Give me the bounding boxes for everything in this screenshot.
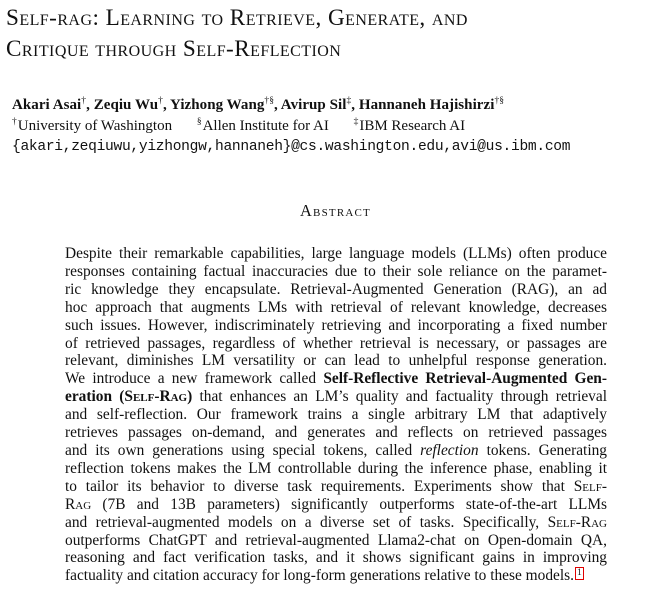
abstract-line: ric knowledge they encapsulate. Retrieval-Augmented Generation (RAG), an ad <box>65 280 607 298</box>
affiliation-name: Allen Institute for AI <box>202 118 329 134</box>
paper-title <box>6 3 666 65</box>
method-name: Self-Rag <box>547 513 607 531</box>
abstract-line <box>65 514 607 532</box>
title-line-2: Critique through Self-Reflection <box>6 36 342 62</box>
affiliation-list <box>12 118 486 135</box>
abstract-body <box>65 245 607 585</box>
abstract-line: and self-reflection. Our framework trains a single arbitrary LM that adaptively <box>65 406 607 424</box>
affiliation-mark: ‡ <box>353 117 359 127</box>
abstract-line <box>65 567 607 585</box>
method-name: Self- <box>573 477 607 495</box>
abstract-text: We introduce a new framework called <box>65 370 324 388</box>
abstract-text: and its own generations using special tokens, called <box>65 441 421 459</box>
author-affil-mark: ‡ <box>346 96 352 106</box>
abstract-line: of retrieved passages, regardless of whether retrieval is necessary, or passages are <box>65 334 607 352</box>
affiliation-item <box>197 118 329 134</box>
abstract-line: reasoning and fact verification tasks, and it shows significant gains in improving <box>65 549 607 567</box>
abstract-line: such issues. However, indiscriminately retrieving and incorporating a fixed number <box>65 316 607 334</box>
abstract-text: tokens. Generating <box>478 441 607 459</box>
author-affil-mark: † <box>81 96 87 106</box>
method-name: Self-Rag <box>124 388 188 406</box>
author-affil-mark: † <box>158 96 163 106</box>
author-affil-mark: †§ <box>494 96 505 106</box>
affiliation-item <box>354 118 466 134</box>
abstract-line <box>65 478 607 496</box>
abstract-text: (7B and 13B parameters) significantly outperforms state-of-the-art LLMs <box>91 495 607 513</box>
author-emails: {akari,zeqiuwu,yizhongw,hannaneh}@cs.washington.edu,avi@us.ibm.com <box>12 139 571 155</box>
abstract-text: and retrieval-augmented models on a diverse set of tasks. Specifically, <box>65 513 548 531</box>
author-name: Hannaneh Hajishirzi <box>358 97 495 113</box>
abstract-line: reflection tokens makes the LM controllable during the inference phase, enabling it <box>65 459 607 477</box>
abstract-line: hoc approach that augments LMs with retrieval of relevant knowledge, decreases <box>65 298 607 316</box>
abstract-text: factuality and citation accuracy for long-form generations relative to these models. <box>65 567 574 585</box>
abstract-line <box>65 442 607 460</box>
abstract-line: retrieves passages on-demand, and generates and reflects on retrieved passages <box>65 424 607 442</box>
author-list: Akari Asai†, Zeqiu Wu†, Yizhong Wang†§, Avirup Sil‡, Hannaneh Hajishirzi†§ <box>12 96 505 113</box>
abstract-heading: Abstract <box>300 201 371 220</box>
abstract-text: eration ( <box>65 388 125 406</box>
title-line-1: Self-rag: Learning to Retrieve, Generate, and <box>6 5 468 31</box>
author-name: Zeqiu Wu <box>93 97 159 113</box>
author-name: Avirup Sil <box>280 97 347 113</box>
affiliation-name: IBM Research AI <box>359 118 466 134</box>
abstract-line: responses containing factual inaccuracies due to their sole reliance on the paramet- <box>65 262 607 280</box>
abstract-text: that enhances an LM’s quality and factuality through retrieval <box>192 388 607 406</box>
affiliation-mark: † <box>12 117 17 127</box>
abstract-line: Despite their remarkable capabilities, large language models (LLMs) often produce <box>65 245 607 262</box>
framework-name-cont <box>65 388 192 405</box>
affiliation-name: University of Washington <box>17 118 173 134</box>
abstract-line <box>65 370 607 388</box>
emphasis-reflection: reflection <box>420 441 479 459</box>
author-name: Akari Asai <box>12 97 82 113</box>
affiliation-mark: § <box>196 117 202 127</box>
abstract-line: outperforms ChatGPT and retrieval-augmented Llama2-chat on Open-domain QA, <box>65 531 607 549</box>
method-name: Rag <box>65 495 92 513</box>
abstract-line <box>65 496 607 514</box>
abstract-line: relevant, diminishes LM versatility or can lead to unhelpful response generation. <box>65 352 607 370</box>
abstract-line <box>65 388 607 406</box>
footnote-link[interactable]: 1 <box>576 568 582 579</box>
affiliation-item <box>12 118 172 134</box>
author-affil-mark: †§ <box>264 96 275 106</box>
abstract-text: ) <box>187 388 193 406</box>
framework-name: Self-Reflective Retrieval-Augmented Gen- <box>323 370 607 388</box>
author-name: Yizhong Wang <box>170 97 265 113</box>
abstract-text: to tailor its behavior to diverse task requirements. Experiments show that <box>65 477 574 495</box>
